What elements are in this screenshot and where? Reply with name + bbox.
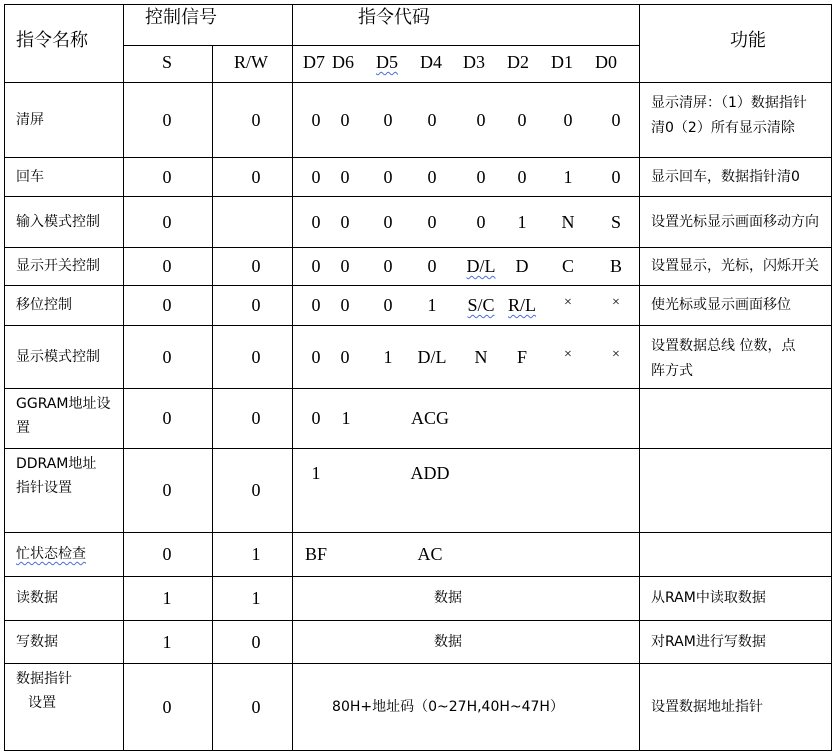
table-border-right [831, 4, 832, 750]
row-bit-d5: 0 [383, 166, 393, 187]
row-data-field: 数据 [434, 633, 462, 650]
row-function: 使光标或显示画面移位 [651, 297, 791, 313]
row-bit-d7: 0 [311, 295, 321, 315]
table-border-left [4, 4, 5, 750]
row-bit-d7: 0 [311, 256, 321, 276]
row-bit-d7: 0 [311, 109, 321, 130]
row-function: 设置数据地址指针 [651, 698, 763, 715]
row-s-value: 0 [162, 295, 172, 315]
row-bit-d2: D [515, 256, 529, 276]
row-function: 从RAM中读取数据 [651, 590, 766, 606]
row-divider [4, 532, 831, 533]
row-bit-d6: 0 [340, 166, 350, 187]
row-bit-d0: 0 [611, 166, 621, 187]
row-address-field: AC [417, 544, 443, 564]
row-bit-d5: 1 [383, 346, 393, 367]
row-bit-d0: × [612, 295, 620, 310]
row-bit-d1: 0 [563, 109, 573, 130]
row-function: 对RAM进行写数据 [651, 633, 766, 650]
row-rw-value: 0 [251, 631, 261, 652]
row-bit-d7: 0 [311, 346, 321, 367]
row-function-line1: 设置数据总线 位数，点 [651, 338, 796, 354]
header-d0: D0 [595, 52, 617, 72]
col-divider-name [123, 4, 124, 750]
row-rw-value: 0 [251, 346, 261, 367]
row-bit-d5: 0 [383, 109, 393, 130]
row-name: 输入模式控制 [16, 213, 100, 230]
row-s-value: 0 [162, 480, 172, 500]
row-bit-d6: 1 [341, 408, 351, 428]
row-bit-d4: 0 [427, 211, 437, 232]
row-bit-d2: 0 [517, 109, 527, 130]
row-s-value: 0 [162, 408, 172, 428]
row-bit-d4: 0 [427, 256, 437, 276]
row-divider [4, 663, 831, 664]
row-function-line2: 清0（2）所有显示清除 [651, 120, 795, 136]
row-bit-d1: × [564, 346, 572, 362]
col-divider-code [292, 4, 293, 750]
row-name-line2: 设置 [28, 695, 56, 711]
row-divider [4, 388, 831, 389]
row-bit-d3: S/C [467, 295, 495, 315]
row-s-value: 0 [162, 346, 172, 367]
row-bit-d2: F [516, 346, 528, 367]
row-s-value: 0 [162, 166, 172, 187]
row-divider [4, 448, 831, 449]
row-bit-d4: 0 [427, 109, 437, 130]
row-bit-d4: 0 [427, 166, 437, 187]
row-bit-d2: R/L [507, 295, 537, 315]
row-address-field: ADD [410, 463, 450, 483]
row-s-value: 0 [162, 211, 172, 232]
row-bit-d7: BF [304, 544, 328, 564]
row-s-value: 1 [162, 631, 172, 652]
row-name: 写数据 [16, 633, 58, 650]
row-function: 设置显示，光标，闪烁开关 [651, 258, 819, 274]
row-bit-d4: D/L [417, 346, 447, 367]
row-function-line1: 显示清屏：（1）数据指针 [651, 95, 807, 111]
row-s-value: 0 [162, 256, 172, 276]
row-bit-d5: 0 [383, 256, 393, 276]
row-name-line2: 置 [16, 420, 30, 436]
row-bit-d0: B [609, 256, 623, 276]
header-function: 功能 [730, 30, 766, 51]
row-rw-value: 0 [251, 408, 261, 428]
row-rw-value: 0 [251, 166, 261, 187]
row-bit-d7: 0 [311, 211, 321, 232]
row-address-field: ACG [410, 408, 450, 428]
header-instruction-code: 指令代码 [358, 7, 430, 28]
row-bit-d2: 0 [517, 166, 527, 187]
row-s-value: 0 [162, 696, 172, 717]
row-divider [4, 82, 831, 83]
row-divider [4, 620, 831, 621]
row-name-line1: GGRAM地址设 [16, 396, 111, 412]
row-bit-d1: × [564, 295, 572, 310]
header-d6: D6 [332, 52, 354, 72]
header-s: S [161, 52, 173, 72]
row-s-value: 1 [162, 588, 172, 608]
row-bit-d3: D/L [466, 256, 496, 276]
row-name: 回车 [16, 168, 44, 185]
row-bit-d3: 0 [476, 211, 486, 232]
row-bit-d7: 1 [311, 463, 321, 483]
row-bit-d7: 0 [311, 408, 321, 428]
row-divider [4, 157, 831, 158]
header-d7: D7 [303, 52, 325, 72]
row-rw-value: 0 [251, 480, 261, 500]
header-d5: D5 [376, 52, 398, 72]
row-bit-d3: 0 [476, 166, 486, 187]
col-divider-s [212, 45, 213, 750]
row-bit-d6: 0 [340, 295, 350, 315]
row-bit-d1: N [561, 211, 575, 232]
row-bit-d0: 0 [611, 109, 621, 130]
row-name-line1: DDRAM地址 [16, 456, 97, 472]
row-name-line2: 指针设置 [16, 480, 72, 496]
row-bit-d6: 0 [340, 256, 350, 276]
header-d4: D4 [420, 52, 442, 72]
row-rw-value: 1 [251, 544, 261, 564]
row-bit-d3: N [474, 346, 488, 367]
row-name: 读数据 [16, 590, 58, 606]
row-bit-d0: × [612, 346, 620, 362]
row-name: 移位控制 [16, 297, 72, 313]
row-function: 显示回车，数据指针清0 [651, 168, 800, 185]
row-name: 忙状态检查 [16, 546, 86, 562]
row-rw-value: 0 [251, 109, 261, 130]
header-rw: R/W [234, 52, 268, 72]
row-divider [4, 196, 831, 197]
header-d3: D3 [463, 52, 485, 72]
table-border-top [4, 4, 831, 5]
row-divider [4, 325, 831, 326]
header-divider [123, 45, 639, 46]
row-bit-d2: 1 [517, 211, 527, 232]
row-bit-d6: 0 [340, 346, 350, 367]
header-d1: D1 [551, 52, 573, 72]
table-border-bottom [4, 750, 832, 751]
row-divider [4, 576, 831, 577]
row-bit-d3: 0 [476, 109, 486, 130]
row-function: 设置光标显示画面移动方向 [651, 213, 819, 230]
row-bit-d1: C [561, 256, 575, 276]
header-d2: D2 [507, 52, 529, 72]
col-divider-func [639, 4, 640, 750]
row-bit-d7: 0 [311, 166, 321, 187]
row-bit-d1: 1 [563, 166, 573, 187]
row-rw-value: 0 [251, 696, 261, 717]
row-divider [4, 285, 831, 286]
row-rw-value: 0 [251, 256, 261, 276]
row-s-value: 0 [162, 544, 172, 564]
row-bit-d4: 1 [427, 295, 437, 315]
row-name-line1: 数据指针 [16, 671, 72, 687]
row-rw-value: 1 [251, 588, 261, 608]
row-name: 显示开关控制 [16, 258, 100, 274]
row-divider [4, 247, 831, 248]
row-bit-d6: 0 [340, 211, 350, 232]
row-s-value: 0 [162, 109, 172, 130]
row-name: 显示模式控制 [16, 348, 100, 365]
header-instruction-name: 指令名称 [16, 30, 88, 51]
row-data-field: 80H+地址码（0~27H,40H~47H） [332, 698, 564, 715]
row-bit-d6: 0 [340, 109, 350, 130]
row-bit-d5: 0 [383, 211, 393, 232]
row-bit-d5: 0 [383, 295, 393, 315]
row-rw-value: 0 [251, 295, 261, 315]
row-name: 清屏 [16, 111, 44, 128]
header-control-signal: 控制信号 [145, 7, 217, 28]
row-function-line2: 阵方式 [651, 363, 693, 379]
row-bit-d0: S [610, 211, 622, 232]
row-data-field: 数据 [434, 590, 462, 606]
